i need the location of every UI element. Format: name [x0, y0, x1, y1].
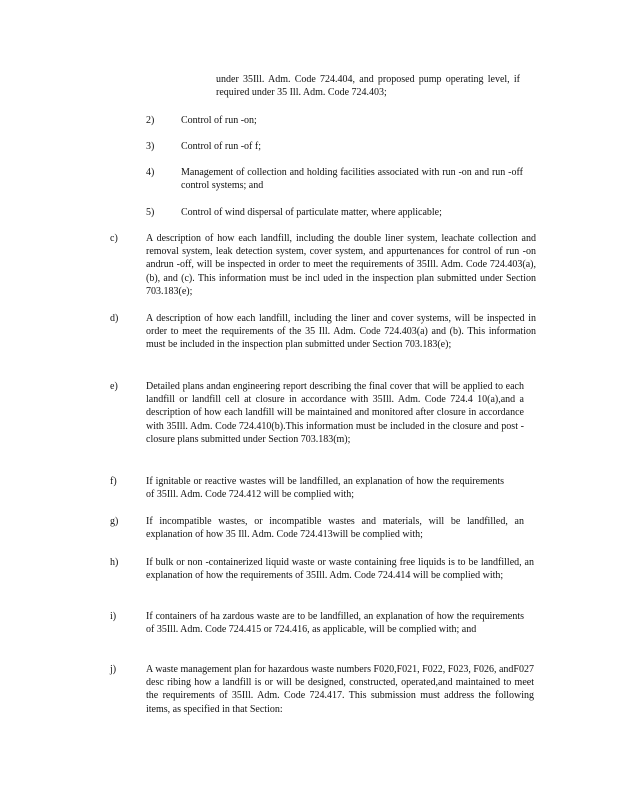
sub-item-text: Control of run -on; — [181, 115, 257, 126]
item-text: A waste management plan for hazardous waste numbers F020,F021, F022, F023, F026, andF027 desc ribing how a landfill is or will be designed, constructed, operated,and maintained to meet the requirements of 35Ill. Adm. Code 724.417. This submission must address the following items, as specified in that Section: — [146, 664, 534, 715]
item-text: If incompatible wastes, or incompatible wastes and materials, will be landfilled, an explanation of how 35 Ill. Adm. Code 724.413will be complied with; — [146, 516, 524, 541]
item-text: If bulk or non -containerized liquid waste or waste containing free liquids is to be landfilled, an explanation of how the requirements of 35Ill. Adm. Code 724.414 will be complied with; — [146, 557, 534, 582]
item-letter: h) — [110, 557, 119, 568]
item-letter: e) — [110, 381, 118, 392]
sub-item-text: Control of wind dispersal of particulate matter, where applicable; — [181, 207, 442, 218]
item-text: Detailed plans andan engineering report describing the final cover that will be applied to each landfill or landfill cell at closure in accordance with 35Ill. Adm. Code 724.4 10(a),and a description of how each landfill will be maintained and monitored after closure in accordance with 35Ill. Adm. Code 724.410(b).This information must be included in the closure and post -closure plans submitted under Section 703.183(m); — [146, 381, 524, 445]
item-text: A description of how each landfill, including the double liner system, leachate collection and removal system, leak detection system, cover system, and appurtenances for control of run -on andrun -off, will be inspected in order to meet the requirements of 35Ill. Adm. Code 724.403(a),(b), and (c). This information must be incl uded in the inspection plan submitted under Section 703.183(e); — [146, 233, 536, 297]
item-text: If ignitable or reactive wastes will be landfilled, an explanation of how the requirements of 35Ill. Adm. Code 724.412 will be complied with; — [146, 476, 504, 501]
sub-item-number: 4) — [146, 167, 155, 178]
sub-item-number: 5) — [146, 207, 155, 218]
item-text: A description of how each landfill, including the liner and cover systems, will be inspected in order to meet the requirements of the 35 Ill. Adm. Code 724.403(a) and (b). This information must be included in the inspection plan submitted under Section 703.183(e); — [146, 313, 536, 351]
item-letter: j) — [110, 664, 117, 675]
continuation-paragraph: under 35Ill. Adm. Code 724.404, and proposed pump operating level, if required under 35 Ill. Adm. Code 724.403; — [216, 74, 520, 99]
item-letter: g) — [110, 516, 119, 527]
item-letter: d) — [110, 313, 119, 324]
sub-item-number: 3) — [146, 141, 155, 152]
item-text: If containers of ha zardous waste are to be landfilled, an explanation of how the requirements of 35Ill. Adm. Code 724.415 or 724.416, as applicable, will be complied with; and — [146, 611, 524, 636]
sub-item-text: Management of collection and holding facilities associated with run -on and run -off control systems; and — [181, 167, 523, 192]
item-letter: f) — [110, 476, 117, 487]
sub-item-text: Control of run -of f; — [181, 141, 261, 152]
sub-item-number: 2) — [146, 115, 155, 126]
item-letter: c) — [110, 233, 118, 244]
item-letter: i) — [110, 611, 117, 622]
